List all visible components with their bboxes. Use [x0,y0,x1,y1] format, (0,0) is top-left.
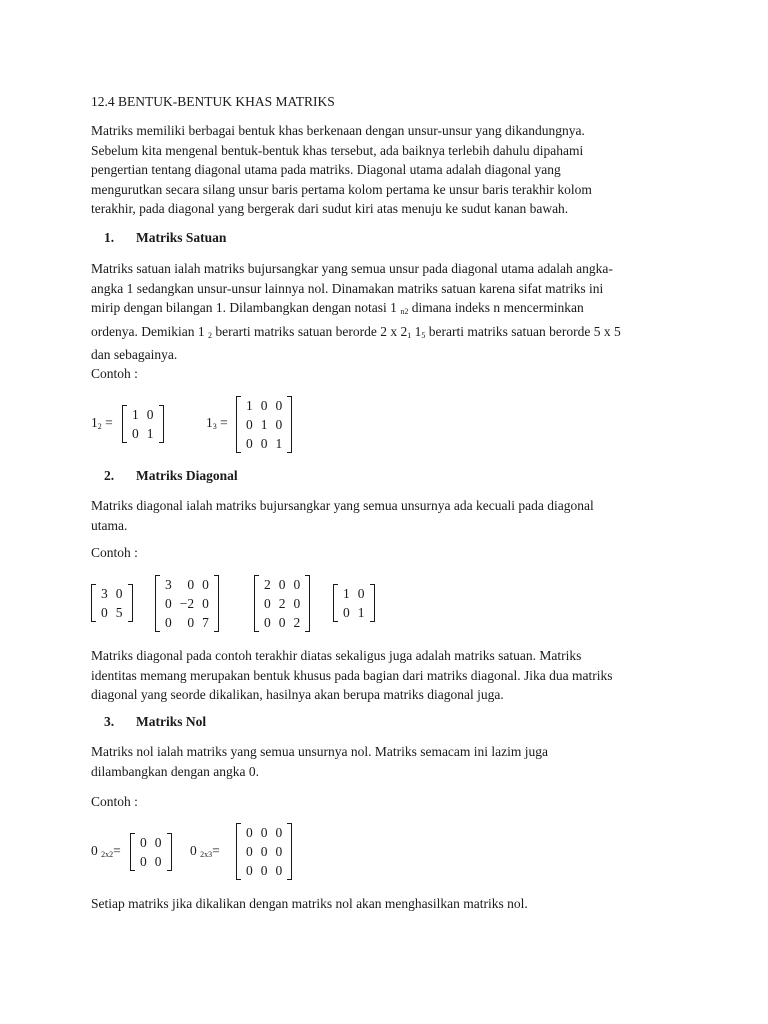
paragraph-line [91,322,681,346]
matrix-zero-2x2 [130,833,172,871]
matrix-entry: 0 [275,417,283,432]
matrix-entry: 5 [115,605,123,620]
paragraph-line: dan sebagainya. [91,347,178,363]
diagonal-after-paragraph [91,646,681,705]
paragraph-line: Matriks diagonal ialah matriks bujursangkar yang semua unsurnya ada kecuali pada diagonal [91,498,594,513]
matrix-entry: 0 [246,825,253,840]
matrix-entry: 0 [140,835,147,850]
matrix-entry: 0 [343,605,350,620]
contoh-label: Contoh : [91,545,138,560]
line-text: berarti matriks satuan berorde 2 x 2 [211,323,408,339]
matrix-identity-2 [122,405,164,443]
nol-paragraph [91,742,681,781]
matrix-entry: 0 [293,596,301,611]
paragraph-line: Matriks satuan ialah matriks bujursangkar yang semua unsur pada diagonal utama adalah angka- [91,261,613,276]
matrix-entry: 0 [165,596,172,611]
matrix-left-bracket [254,575,259,632]
matrix-entry: 0 [154,835,162,850]
matrix-entry: 0 [187,577,195,592]
matrix-entry: 1 [246,398,253,413]
matrix-right-bracket [287,823,292,880]
matrix-entry: 0 [154,854,162,869]
matrix-entry: 0 [275,398,283,413]
paragraph-line: Setiap matriks jika dikalikan dengan matriks nol akan menghasilkan matriks nol. [91,896,528,911]
matrix-row [242,823,286,842]
matrix-diagonal-3-scalar [254,575,310,632]
matrix-entry: 0 [140,854,147,869]
matrix-entry: 0 [246,863,253,878]
matrix-entry: 0 [101,605,108,620]
line-text: berarti matriks satuan berorde 5 x 5 [425,323,621,339]
matrix-row [339,584,369,603]
subsection-title: Matriks Satuan [136,230,227,245]
matrix-entry: 0 [278,615,286,630]
line-text: dimana indeks n mencerminkan [408,300,584,316]
line-text: mirip dengan bilangan 1. Dilambangkan dengan notasi 1 [91,300,401,316]
subsection-number: 3. [104,714,115,729]
matrix-entry: 2 [278,596,286,611]
matrix-entry: 1 [343,586,350,601]
matrix-row [242,396,286,415]
paragraph-line: identitas memang merupakan bentuk khusus pada bagian dari matriks diagonal. Jika dua matriks [91,667,613,683]
matrix-entry: 2 [293,615,301,630]
matrix-row [136,833,166,852]
subscript: 1 [407,330,412,340]
matrix-row [260,613,304,632]
intro-line: Matriks memiliki berbagai bentuk khas berkenaan dengan unsur-unsur yang dikandungnya. [91,123,585,138]
intro-paragraph [91,121,681,219]
matrix-entry: −2 [179,596,195,611]
matrix-entry: 0 [357,586,365,601]
matrix-entry: 7 [202,615,209,630]
matrix-diagonal-2 [91,584,133,622]
matrix-left-bracket [130,833,135,871]
paragraph-line [91,298,681,322]
section-heading: 12.4 BENTUK-BENTUK KHAS MATRIKS [91,94,335,109]
matrix-entry: 1 [146,426,154,441]
matrix-right-bracket [128,584,133,622]
matrix-zero-3x3 [236,823,292,880]
matrix-entry: 0 [260,844,268,859]
matrix-row [339,603,369,622]
paragraph-line: angka 1 sedangkan unsur-unsur lainnya nol. Dinamakan matriks satuan karena sifat matriks ini [91,280,604,296]
matrix-row [97,584,127,603]
matrix-entry: 0 [187,615,195,630]
matrix-row [136,852,166,871]
matrix-right-bracket [167,833,172,871]
contoh-label: Contoh : [91,794,138,809]
paragraph-line: utama. [91,517,128,533]
matrix-right-bracket [370,584,375,622]
matrix-entry: 1 [260,417,268,432]
matrix-row [161,594,213,613]
subsection-number: 2. [104,468,115,483]
matrix-entry: 3 [101,586,108,601]
matrix-right-bracket [305,575,310,632]
matrix-row [260,575,304,594]
intro-line: terakhir, pada diagonal yang bergerak dari sudut kiri atas menuju ke sudut kanan bawah. [91,201,569,217]
matrix-identity-3 [236,396,292,453]
matrix-entry: 0 [115,586,123,601]
matrix-row [242,861,286,880]
matrix-entry: 1 [132,407,139,422]
matrix-row [128,424,158,443]
matrix-entry: 0 [260,825,268,840]
identity-3-label: $1_3$ = [206,415,228,431]
matrix-entry: 0 [246,417,253,432]
matrix-entry: 0 [146,407,154,422]
matrix-entry: 0 [132,426,139,441]
matrix-entry: 1 [357,605,365,620]
zero-2x2-label: 0 $_{2x2}$= [91,843,121,859]
subsection-number: 1. [104,230,115,245]
matrix-row [161,613,213,632]
matrix-row [242,415,286,434]
matrix-entry: 0 [260,436,268,451]
paragraph-line: diagonal yang seorde dikalikan, hasilnya akan berupa matriks diagonal juga. [91,687,504,703]
subsection-heading-diagonal [104,468,238,484]
subsection-title: Matriks Nol [136,714,207,729]
line-text: ordenya. Demikian 1 [91,323,208,339]
matrix-left-bracket [155,575,160,632]
matrix-left-bracket [236,823,241,880]
subsection-heading-nol [104,714,206,730]
satuan-paragraph [91,259,681,365]
subsection-heading-satuan [104,230,226,246]
matrix-entry: 0 [165,615,172,630]
subscript: 5 [421,330,426,340]
paragraph-line: Matriks diagonal pada contoh terakhir diatas sekaligus juga adalah matriks satuan. Matriks [91,648,582,663]
matrix-entry: 0 [275,863,283,878]
matrix-entry: 3 [165,577,172,592]
matrix-entry: 0 [275,844,283,859]
matrix-row [161,575,213,594]
matrix-entry: 0 [264,615,271,630]
matrix-row [97,603,127,622]
matrix-entry: 0 [202,596,209,611]
matrix-row [260,594,304,613]
zero-2x3-label: 0 $_{2x3}$= [190,843,220,859]
subscript: 2 [207,330,212,340]
matrix-entry: 2 [264,577,271,592]
matrix-left-bracket [236,396,241,453]
matrix-entry: 0 [246,436,253,451]
subscript: n2 [400,307,409,317]
subsection-title: Matriks Diagonal [136,468,238,483]
identity-2-label: $1_2$ = [91,415,113,431]
matrix-entry: 0 [260,863,268,878]
matrix-entry: 0 [264,596,271,611]
matrix-right-bracket [159,405,164,443]
matrix-row [128,405,158,424]
matrix-entry: 0 [202,577,209,592]
matrix-row [242,842,286,861]
matrix-entry: 0 [293,577,301,592]
matrix-entry: 0 [278,577,286,592]
matrix-left-bracket [91,584,96,622]
matrix-right-bracket [287,396,292,453]
intro-line: Sebelum kita mengenal bentuk-bentuk khas tersebut, ada baiknya terlebih dahulu dipahami [91,142,584,158]
matrix-right-bracket [214,575,219,632]
line-text: 1 [411,323,422,339]
matrix-entry: 0 [246,844,253,859]
contoh-label: Contoh : [91,366,138,381]
matrix-row [242,434,286,453]
diagonal-paragraph [91,496,681,535]
matrix-entry: 1 [275,436,283,451]
matrix-entry: 0 [275,825,283,840]
matrix-left-bracket [333,584,338,622]
nol-after-paragraph [91,894,681,914]
paragraph-line: dilambangkan dengan angka 0. [91,763,259,779]
paragraph-line: Matriks nol ialah matriks yang semua unsurnya nol. Matriks semacam ini lazim juga [91,744,549,759]
matrix-diagonal-3-neg [155,575,219,632]
intro-line: pengertian tentang diagonal utama pada matriks. Diagonal utama adalah diagonal yang [91,162,561,178]
matrix-entry: 0 [260,398,268,413]
matrix-diagonal-identity [333,584,375,622]
intro-line: mengurutkan secara silang unsur baris pertama kolom pertama ke unsur baris terakhir kolom [91,181,592,197]
matrix-left-bracket [122,405,127,443]
